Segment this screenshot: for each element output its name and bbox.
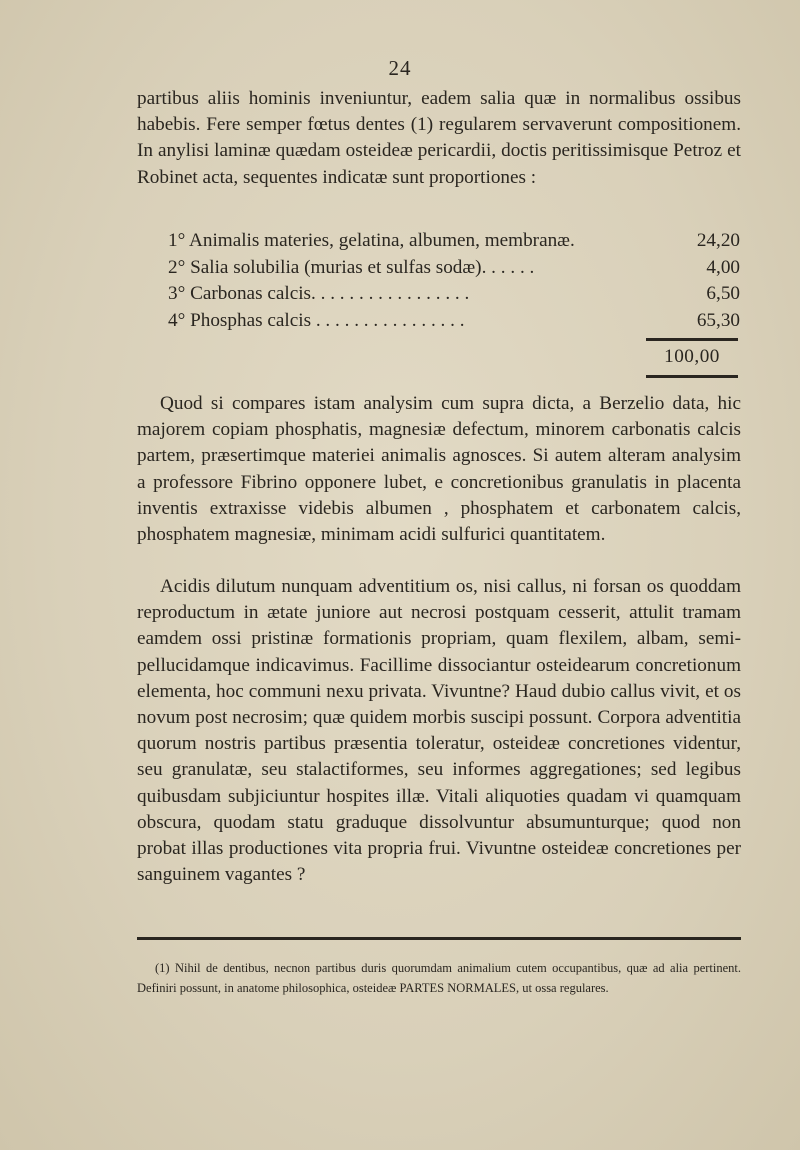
page-number: 24: [388, 56, 412, 80]
table-row: [168, 308, 740, 335]
table-row: [168, 255, 740, 282]
row-value: 65,30: [696, 309, 740, 331]
row-value: 6,50: [706, 283, 740, 305]
row-label: 4° Phosphas calcis . . . . . . . . . . . . . . . .: [168, 309, 465, 331]
footnote: (1) Nihil de dentibus, necnon partibus duris quorumdam animalium cutem occupantibus, quæ ad alia pertinent. Definiri possunt, in anatome philosophica, osteideæ PARTES NORMALES, ut ossa regulares.: [137, 961, 741, 995]
table-total: 100,00: [664, 346, 720, 367]
paragraph-3: Acidis dilutum nunquam adventitium os, nisi callus, ni forsan os quoddam reproductum in ætate juniore aut necrosi postquam cesserit, attulit tramam eamdem ossi pristinæ formationis propriam, quam flexilem, albam, semi-pellucidamque indicavimus. Facillime dissociantur osteidearum concretionum elementa, hoc communi nexu privata. Vivuntne? Haud dubio callus vivit, et os novum post necrosim; quæ quidem morbis suscipi possunt. Corpora adventitia quorum nostris partibus præsentia toleratur, osteideæ concretiones videntur, seu granulatæ, seu stalactiformes, seu informes aggregationes; sed legibus quibusdam subjiciuntur hospites illæ. Vitali aliquoties quadam vi quamquam obscura, quodam statu graduque dissolvuntur absumunturque; quod non probat illas productiones vita propria frui. Vivuntne osteideæ concretiones per sanguinem vagantes ?: [137, 576, 741, 886]
composition-table: [168, 228, 740, 334]
sum-rule-top: [646, 338, 738, 341]
row-value: 24,20: [696, 230, 740, 251]
table-row: [168, 228, 740, 255]
row-value: 4,00: [706, 256, 740, 278]
paragraph-2: Quod si compares istam analysim cum supra dicta, a Berzelio data, hic majorem copiam phosphatis, magnesiæ defectum, minorem carbonatis calcis partem, præsertimque materiei animalis agnosces. Si autem alteram analysim a professore Fibrino opponere lubet, e concretionibus granulatis in placenta inventis extraxisse videbis albumen , phosphatem et carbonatem calcis, phosphatem magnesiæ, minimam acidi sulfurici quantitatem.: [137, 393, 741, 546]
row-label: 2° Salia solubilia (murias et sulfas sodæ). . . . . .: [168, 256, 535, 278]
table-row: [168, 281, 740, 308]
row-label: 3° Carbonas calcis. . . . . . . . . . . . . . . . .: [168, 283, 470, 305]
paragraph-1: partibus aliis hominis inveniuntur, eadem salia quæ in normalibus ossibus habebis. Fere semper fœtus dentes (1) regularem servaverunt compositionem. In anylisi laminæ quædam osteideæ pericardii, doctis peritissimisque Petroz et Robinet acta, sequentes indicatæ sunt proportiones :: [137, 88, 741, 188]
row-label: 1° Animalis materies, gelatina, albumen, membranæ.: [168, 230, 575, 251]
sum-rule-bottom: [646, 375, 738, 378]
footnote-divider: [137, 937, 741, 940]
